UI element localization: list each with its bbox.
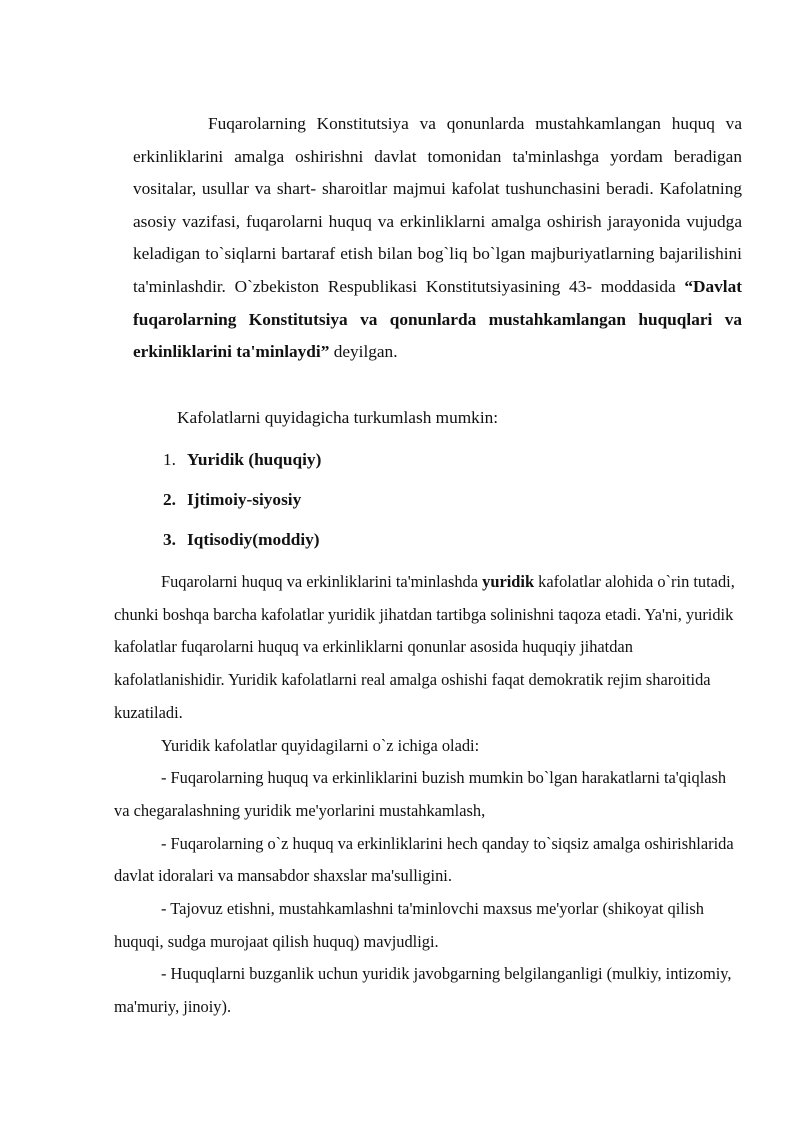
legal-guarantee-includes: Yuridik kafolatlar quyidagilarni o`z ichiga oladi: [161, 735, 480, 755]
definition-text: Fuqarolarning Konstitutsiya va qonunlarda mustahkamlangan huquq va erkinliklarini amalga oshirishni davlat tomonidan ta'minlashga yordam beradigan vositalar, usullar va shart- sharoitlar majmui kafolat tushunchasini beradi. Kafolatning asosiy vazifasi, fuqarolarni huquq va erkinliklarni amalga oshirish jarayonida vujudga keladigan to`siqlarni bartaraf etish bilan bog`liq bo`lgan majburiyatlarning bajarilishini ta'minlashdir. O`zbekiston Respublikasi Konstitutsiyasining 43- moddasida [133, 114, 742, 296]
guarantee-definition-paragraph [133, 108, 742, 369]
list-item [163, 450, 321, 470]
bullet-item: - Tajovuz etishni, mustahkamlashni ta'minlovchi maxsus me'yorlar (shikoyat qilish huquqi, sudga murojaat qilish huquq) mavjudligi. [114, 899, 704, 951]
bullet-item: - Huquqlarni buzganlik uchun yuridik javobgarning belgilanganligi (mulkiy, intizomiy, ma'muriy, jinoiy). [114, 964, 732, 1017]
body-block [114, 566, 742, 1024]
constitution-quote: “Davlat fuqarolarning Konstitutsiya va qonunlarda mustahkamlangan huquqlari va erkinliklarini ta'minlaydi” [133, 276, 742, 362]
list-item [163, 490, 301, 510]
definition-ending: deyilgan. [329, 342, 398, 362]
paragraph-text: kafolatlar alohida o`rin tutadi, chunki boshqa barcha kafolatlar yuridik jihatdan tartibga solinishni taqoza etadi. Ya'ni, yuridik kafolatlar fuqarolarni huquq va erkinliklarni qonunlar asosida huquqiy jihatdan kafolatlanishidir. Yuridik kafolatlarni real amalga oshishi faqat demokratik rejim sharoitida kuzatiladi. [114, 572, 735, 722]
list-item-number: 1. [163, 450, 176, 469]
classification-intro: Kafolatlarni quyidagicha turkumlash mumkin: [177, 408, 499, 427]
paragraph-text: Fuqarolarni huquq va erkinliklarini ta'minlashda [161, 572, 483, 591]
list-item [163, 530, 320, 550]
bullet-item: - Fuqarolarning o`z huquq va erkinliklarini hech qanday to`siqsiz amalga oshirishlarida davlat idoralari va mansabdor shaxslar ma'sulligini. [114, 833, 734, 886]
list-item-label: Yuridik (huquqiy) [187, 450, 322, 469]
list-item-number: 2. [163, 490, 176, 509]
bullet-item: - Fuqarolarning huquq va erkinliklarini buzish mumkin bo`lgan harakatlarni ta'qiqlash va chegaralashning yuridik me'yorlarini mustahkamlash, [114, 768, 727, 820]
list-item-label: Iqtisodiy(moddiy) [187, 530, 320, 549]
legal-guarantee-paragraph [114, 566, 742, 730]
bold-term: yuridik [482, 572, 535, 591]
intro-block [133, 108, 742, 369]
list-item-label: Ijtimoiy-siyosiy [187, 490, 302, 509]
list-item-number: 3. [163, 530, 176, 549]
